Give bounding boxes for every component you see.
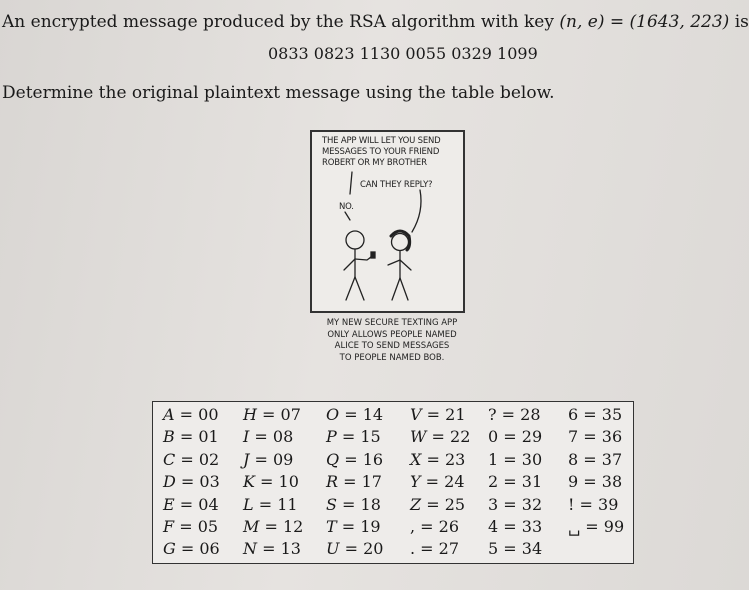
- table-cell: [488, 427, 542, 446]
- encoding-table: [152, 401, 634, 564]
- table-equals: =: [175, 472, 200, 492]
- table-symbol: 0: [488, 427, 499, 447]
- table-equals: =: [415, 517, 439, 536]
- table-symbol: 3: [488, 494, 499, 514]
- table-symbol: L: [243, 494, 254, 514]
- table-code: 38: [601, 472, 623, 492]
- table-symbol: H: [243, 405, 257, 424]
- table-symbol: Q: [326, 449, 340, 469]
- table-equals: =: [578, 405, 602, 424]
- table-cell: [243, 405, 301, 424]
- table-code: 26: [438, 517, 460, 536]
- table-symbol: C: [163, 449, 176, 469]
- table-symbol: ␣: [568, 517, 581, 536]
- table-symbol: 2: [488, 472, 499, 492]
- table-cell: [243, 450, 293, 469]
- table-equals: =: [421, 405, 446, 424]
- table-code: 15: [360, 427, 381, 447]
- table-symbol: I: [243, 427, 250, 447]
- table-cell: [410, 517, 459, 536]
- table-code: 08: [272, 427, 294, 447]
- table-cell: [568, 405, 622, 424]
- table-equals: =: [421, 449, 445, 469]
- table-code: 39: [598, 494, 619, 514]
- problem-suffix: is: [729, 12, 749, 32]
- table-symbol: 5: [488, 539, 499, 559]
- table-code: 33: [521, 517, 543, 536]
- table-symbol: P: [326, 427, 337, 447]
- table-equals: =: [498, 449, 522, 469]
- table-symbol: W: [410, 427, 427, 447]
- table-symbol: D: [163, 472, 176, 492]
- table-symbol: 4: [488, 517, 499, 536]
- table-cell: [243, 495, 298, 514]
- table-symbol: E: [163, 494, 175, 514]
- table-cell: [326, 517, 381, 536]
- problem-statement: [2, 12, 749, 32]
- table-cell: [163, 450, 219, 469]
- table-symbol: V: [410, 405, 422, 424]
- table-symbol: M: [243, 517, 260, 536]
- ciphertext: 0833 0823 1130 0055 0329 1099: [268, 44, 538, 63]
- table-cell: [163, 427, 219, 446]
- table-equals: =: [578, 427, 602, 447]
- table-symbol: T: [326, 517, 337, 536]
- table-cell: [410, 427, 470, 446]
- table-code: 09: [273, 449, 294, 469]
- table-equals: =: [498, 427, 522, 447]
- table-equals: =: [578, 449, 602, 469]
- table-equals: =: [498, 472, 522, 492]
- table-code: 14: [362, 405, 384, 424]
- table-code: 01: [198, 427, 219, 447]
- table-equals: =: [426, 427, 451, 447]
- table-code: 31: [521, 472, 543, 492]
- table-cell: [488, 495, 542, 514]
- table-cell: [410, 405, 466, 424]
- table-cell: [243, 427, 293, 446]
- table-symbol: .: [410, 539, 416, 559]
- table-symbol: S: [326, 494, 337, 514]
- table-symbol: R: [326, 472, 339, 492]
- table-cell: [326, 495, 381, 514]
- table-cell: [163, 472, 220, 491]
- table-code: 02: [198, 449, 220, 469]
- instruction: Determine the original plaintext message using the table below.: [2, 83, 555, 103]
- problem-prefix: An encrypted message produced by the RSA algorithm with key: [2, 12, 560, 32]
- table-symbol: B: [163, 427, 175, 447]
- table-equals: =: [498, 494, 522, 514]
- table-cell: [568, 517, 624, 536]
- table-code: 24: [444, 472, 465, 492]
- table-symbol: K: [243, 472, 255, 492]
- table-symbol: 8: [568, 449, 579, 469]
- table-cell: [326, 405, 383, 424]
- comic-caption: MY NEW SECURE TEXTING APP ONLY ALLOWS PEOPLE NAMED ALICE TO SEND MESSAGES TO PEOPLE NAMED BOB.: [326, 318, 458, 363]
- table-code: 37: [601, 449, 623, 469]
- table-symbol: X: [410, 449, 422, 469]
- reply-question: CAN THEY REPLY?: [360, 180, 433, 190]
- table-cell: [163, 539, 220, 558]
- table-equals: =: [257, 539, 281, 559]
- table-code: 03: [199, 472, 220, 492]
- table-symbol: A: [163, 405, 175, 424]
- table-code: 22: [450, 427, 471, 447]
- table-cell: [410, 539, 459, 558]
- table-symbol: U: [326, 539, 340, 559]
- table-equals: =: [256, 405, 281, 424]
- table-equals: =: [174, 494, 199, 514]
- table-cell: [488, 472, 542, 491]
- table-cell: [163, 517, 218, 536]
- table-equals: =: [338, 472, 362, 492]
- table-cell: [488, 517, 542, 536]
- table-code: 29: [521, 427, 543, 447]
- table-symbol: G: [163, 539, 176, 559]
- table-symbol: 6: [568, 405, 579, 424]
- rsa-key: (n, e) = (1643, 223): [559, 12, 730, 32]
- stick-figures-illustration: [312, 132, 467, 315]
- table-symbol: ,: [410, 517, 416, 536]
- table-code: 17: [361, 472, 382, 492]
- table-cell: [488, 539, 542, 558]
- table-code: 99: [603, 517, 625, 536]
- table-equals: =: [253, 494, 278, 514]
- table-cell: [410, 450, 465, 469]
- table-cell: [568, 472, 622, 491]
- table-equals: =: [498, 539, 522, 559]
- table-symbol: !: [568, 494, 575, 514]
- table-code: 13: [280, 539, 301, 559]
- table-equals: =: [336, 517, 361, 536]
- table-equals: =: [415, 539, 439, 559]
- table-symbol: J: [243, 449, 250, 469]
- table-code: 11: [277, 494, 298, 514]
- table-symbol: O: [326, 405, 340, 424]
- table-equals: =: [336, 494, 361, 514]
- table-symbol: 7: [568, 427, 579, 447]
- table-equals: =: [254, 472, 279, 492]
- table-equals: =: [339, 449, 363, 469]
- comic-panel: [310, 130, 465, 313]
- table-symbol: Z: [410, 494, 422, 514]
- table-code: 19: [360, 517, 381, 536]
- reply-answer: NO.: [339, 202, 354, 212]
- table-equals: =: [174, 427, 199, 447]
- table-cell: [488, 405, 541, 424]
- table-cell: [163, 495, 219, 514]
- table-equals: =: [249, 449, 273, 469]
- table-code: 23: [444, 449, 466, 469]
- table-code: 04: [198, 494, 219, 514]
- table-code: 30: [521, 449, 543, 469]
- table-cell: [243, 539, 301, 558]
- table-symbol: Y: [410, 472, 421, 492]
- table-equals: =: [175, 449, 199, 469]
- table-code: 07: [280, 405, 301, 424]
- table-code: 27: [438, 539, 460, 559]
- table-code: 20: [363, 539, 384, 559]
- table-equals: =: [580, 517, 604, 536]
- table-cell: [410, 495, 465, 514]
- table-symbol: 9: [568, 472, 579, 492]
- table-code: 21: [445, 405, 466, 424]
- speech-bubble-text: THE APP WILL LET YOU SEND MESSAGES TO YOUR FRIEND ROBERT OR MY BROTHER: [322, 136, 441, 168]
- table-code: 32: [521, 494, 543, 514]
- table-cell: [326, 539, 383, 558]
- table-cell: [568, 427, 622, 446]
- table-equals: =: [175, 539, 200, 559]
- table-cell: [568, 495, 618, 514]
- table-code: 16: [362, 449, 384, 469]
- table-code: 10: [278, 472, 299, 492]
- table-symbol: 1: [488, 449, 499, 469]
- table-code: 18: [360, 494, 381, 514]
- table-equals: =: [420, 472, 445, 492]
- table-equals: =: [174, 517, 198, 536]
- table-code: 05: [197, 517, 219, 536]
- table-equals: =: [496, 405, 521, 424]
- table-code: 35: [601, 405, 623, 424]
- table-equals: =: [421, 494, 445, 514]
- table-cell: [243, 517, 303, 536]
- table-symbol: ?: [488, 405, 497, 424]
- table-equals: =: [339, 539, 364, 559]
- table-code: 36: [601, 427, 623, 447]
- table-symbol: F: [163, 517, 175, 536]
- table-equals: =: [578, 472, 602, 492]
- table-equals: =: [574, 494, 599, 514]
- table-code: 28: [520, 405, 541, 424]
- table-equals: =: [259, 517, 283, 536]
- table-code: 06: [199, 539, 220, 559]
- table-cell: [488, 450, 542, 469]
- table-symbol: N: [243, 539, 257, 559]
- table-cell: [410, 472, 465, 491]
- table-code: 25: [444, 494, 466, 514]
- table-cell: [326, 427, 381, 446]
- table-code: 12: [282, 517, 304, 536]
- table-cell: [163, 405, 219, 424]
- table-cell: [568, 450, 622, 469]
- table-equals: =: [174, 405, 199, 424]
- table-equals: =: [336, 427, 361, 447]
- table-cell: [243, 472, 299, 491]
- table-code: 00: [198, 405, 219, 424]
- table-equals: =: [498, 517, 522, 536]
- table-cell: [326, 450, 383, 469]
- table-equals: =: [249, 427, 273, 447]
- table-equals: =: [339, 405, 363, 424]
- table-code: 34: [521, 539, 543, 559]
- table-cell: [326, 472, 382, 491]
